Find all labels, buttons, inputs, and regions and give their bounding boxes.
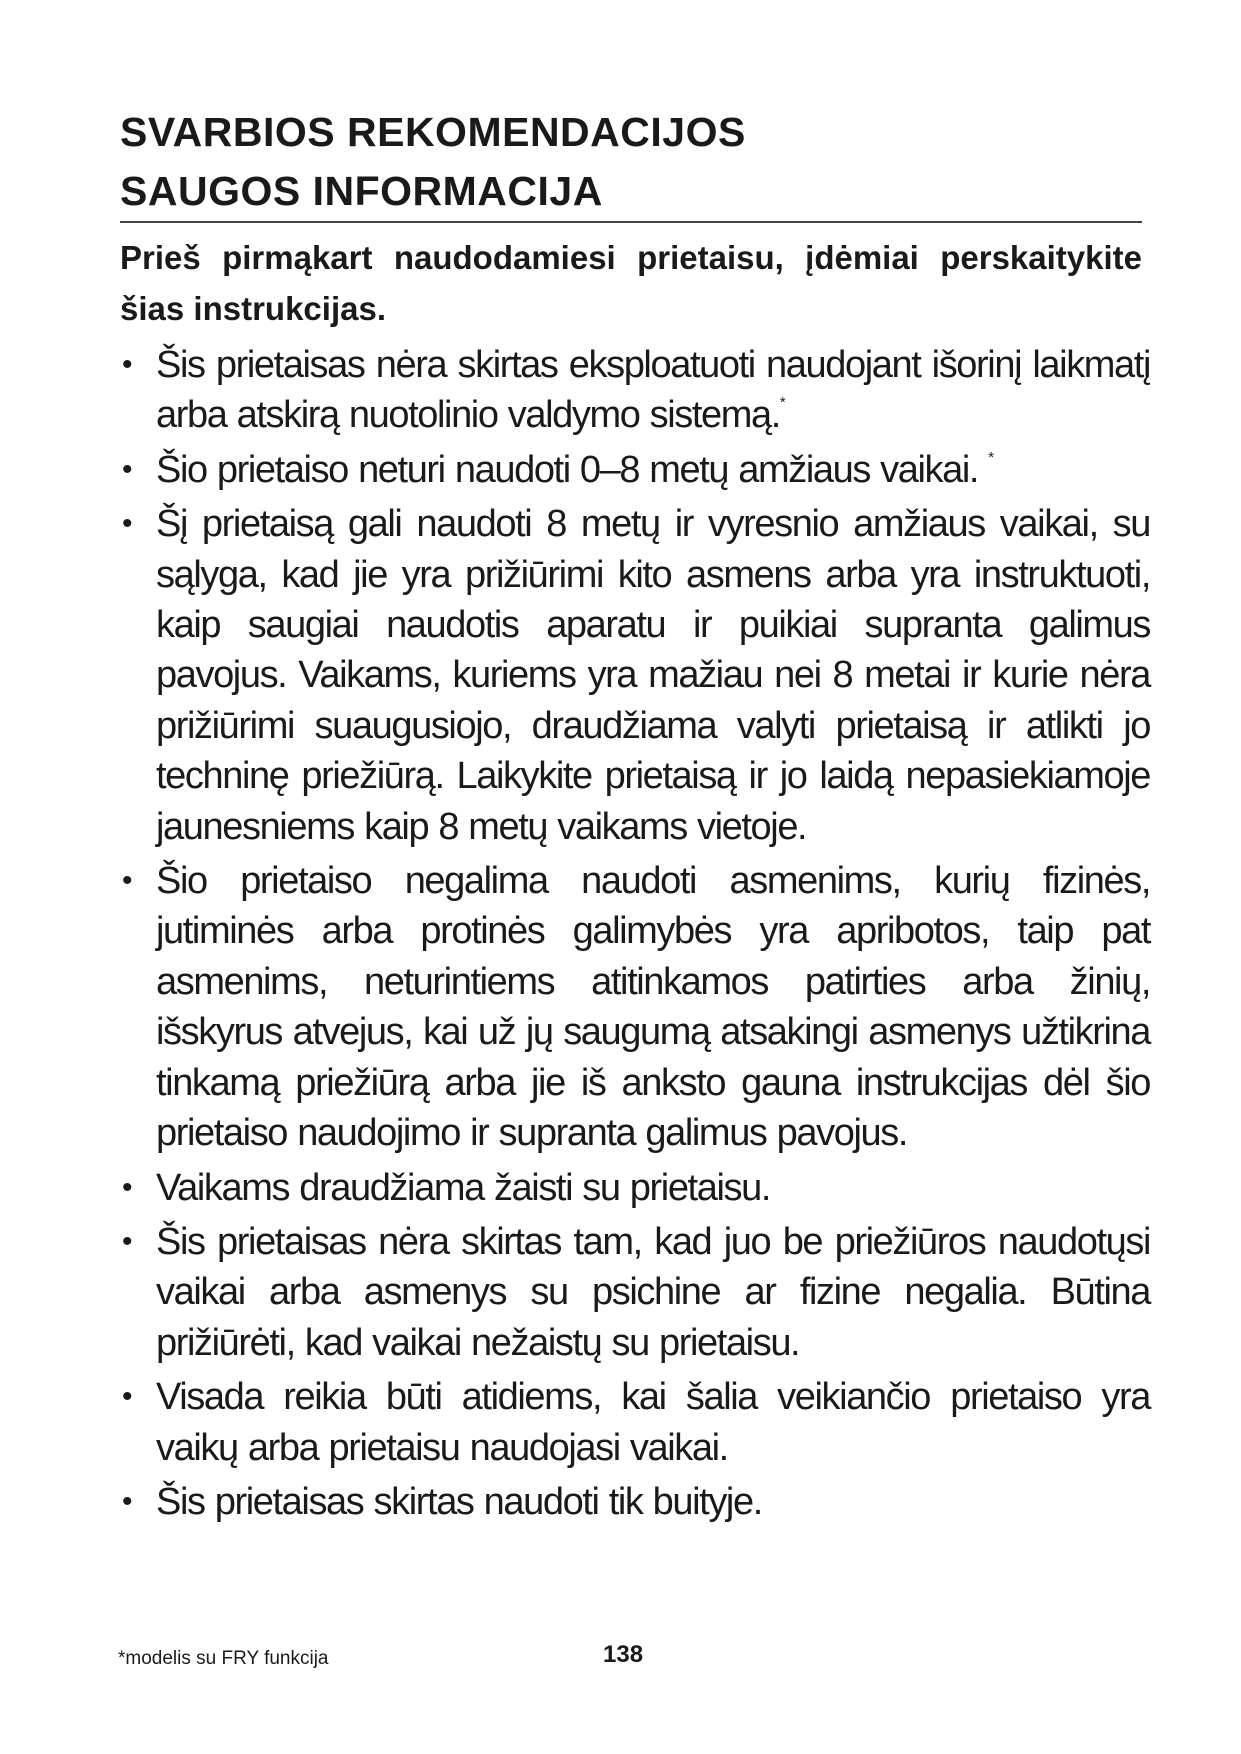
safety-item-text: Šio prietaiso neturi naudoti 0–8 metų amžiaus vaikai. <box>156 448 989 491</box>
heading-safety-information: SAUGOS INFORMACIJA <box>120 168 603 214</box>
footnote-marker: * <box>988 448 995 466</box>
bullet-icon: • <box>122 1170 133 1204</box>
safety-item-household-only <box>120 1477 1150 1527</box>
bullet-icon: • <box>122 452 133 486</box>
safety-item-reduced-capabilities <box>120 856 1150 1158</box>
safety-item-external-timer <box>120 340 1150 441</box>
page-number: 138 <box>603 1641 644 1668</box>
bullet-icon: • <box>122 1484 133 1518</box>
safety-item-text: Šis prietaisas skirtas naudoti tik buityje. <box>156 1480 762 1523</box>
safety-item-unsupervised-use <box>120 1217 1150 1368</box>
bullet-icon: • <box>122 1380 133 1414</box>
safety-item-text: Šio prietaiso negalima naudoti asmenims, kurių fizinės, jutiminės arba protinės galimybės yra apribotos, taip pat asmenims, neturintiems atitinkamos patirties arba žinių, išskyrus atvejus, kai už jų saugumą atsakingi asmenys užtikrina tinkamą priežiūrą arba jie iš anksto gauna instrukcijas dėl šio prietaiso naudojimo ir supranta galimus pavojus. <box>156 860 1150 1155</box>
heading-divider <box>120 221 1142 223</box>
bullet-icon: • <box>122 507 133 541</box>
footnote: *modelis su FRY funkcija <box>118 1648 329 1669</box>
safety-item-attention <box>120 1372 1150 1473</box>
footnote-marker: * <box>779 394 786 412</box>
heading-recommendations: SVARBIOS REKOMENDACIJOS <box>120 109 746 155</box>
safety-item-children-supervision <box>120 499 1150 852</box>
safety-item-no-playing <box>120 1163 1150 1213</box>
safety-item-text: Vaikams draudžiama žaisti su prietaisu. <box>156 1166 770 1209</box>
bullet-icon: • <box>122 864 133 898</box>
bullet-icon: • <box>122 348 133 381</box>
safety-item-age-restriction <box>120 445 1150 495</box>
safety-item-text: Šis prietaisas nėra skirtas tam, kad juo be priežiūros naudotųsi vaikai arba asmenys su psichine ar fizine negalia. Būtina prižiūrėti, kad vaikai nežaistų su prietaisu. <box>156 1220 1150 1364</box>
bullet-icon: • <box>122 1224 133 1258</box>
safety-item-text: Šis prietaisas nėra skirtas eksploatuoti naudojant išorinį laikmatį arba atskirą nuotolinio valdymo sistemą. <box>156 344 1150 437</box>
safety-list <box>120 340 1150 1531</box>
intro-instruction: Prieš pirmąkart naudodamiesi prietaisu, įdėmiai perskaitykite šias instrukcijas. <box>120 239 1142 327</box>
safety-item-text: Visada reikia būti atidiems, kai šalia veikiančio prietaiso yra vaikų arba prietaisu naudojasi vaikai. <box>156 1376 1150 1469</box>
safety-item-text: Šį prietaisą gali naudoti 8 metų ir vyresnio amžiaus vaikai, su sąlyga, kad jie yra prižiūrimi kito asmens arba yra instruktuoti, kaip saugiai naudotis aparatu ir puikiai supranta galimus pavojus. Vaikams, kuriems yra mažiau nei 8 metai ir kurie nėra prižiūrimi suaugusiojo, draudžiama valyti prietaisą ir atlikti jo techninę priežiūrą. Laikykite prietaisą ir jo laidą nepasiekiamoje jaunesniems kaip 8 metų vaikams vietoje. <box>156 503 1150 848</box>
